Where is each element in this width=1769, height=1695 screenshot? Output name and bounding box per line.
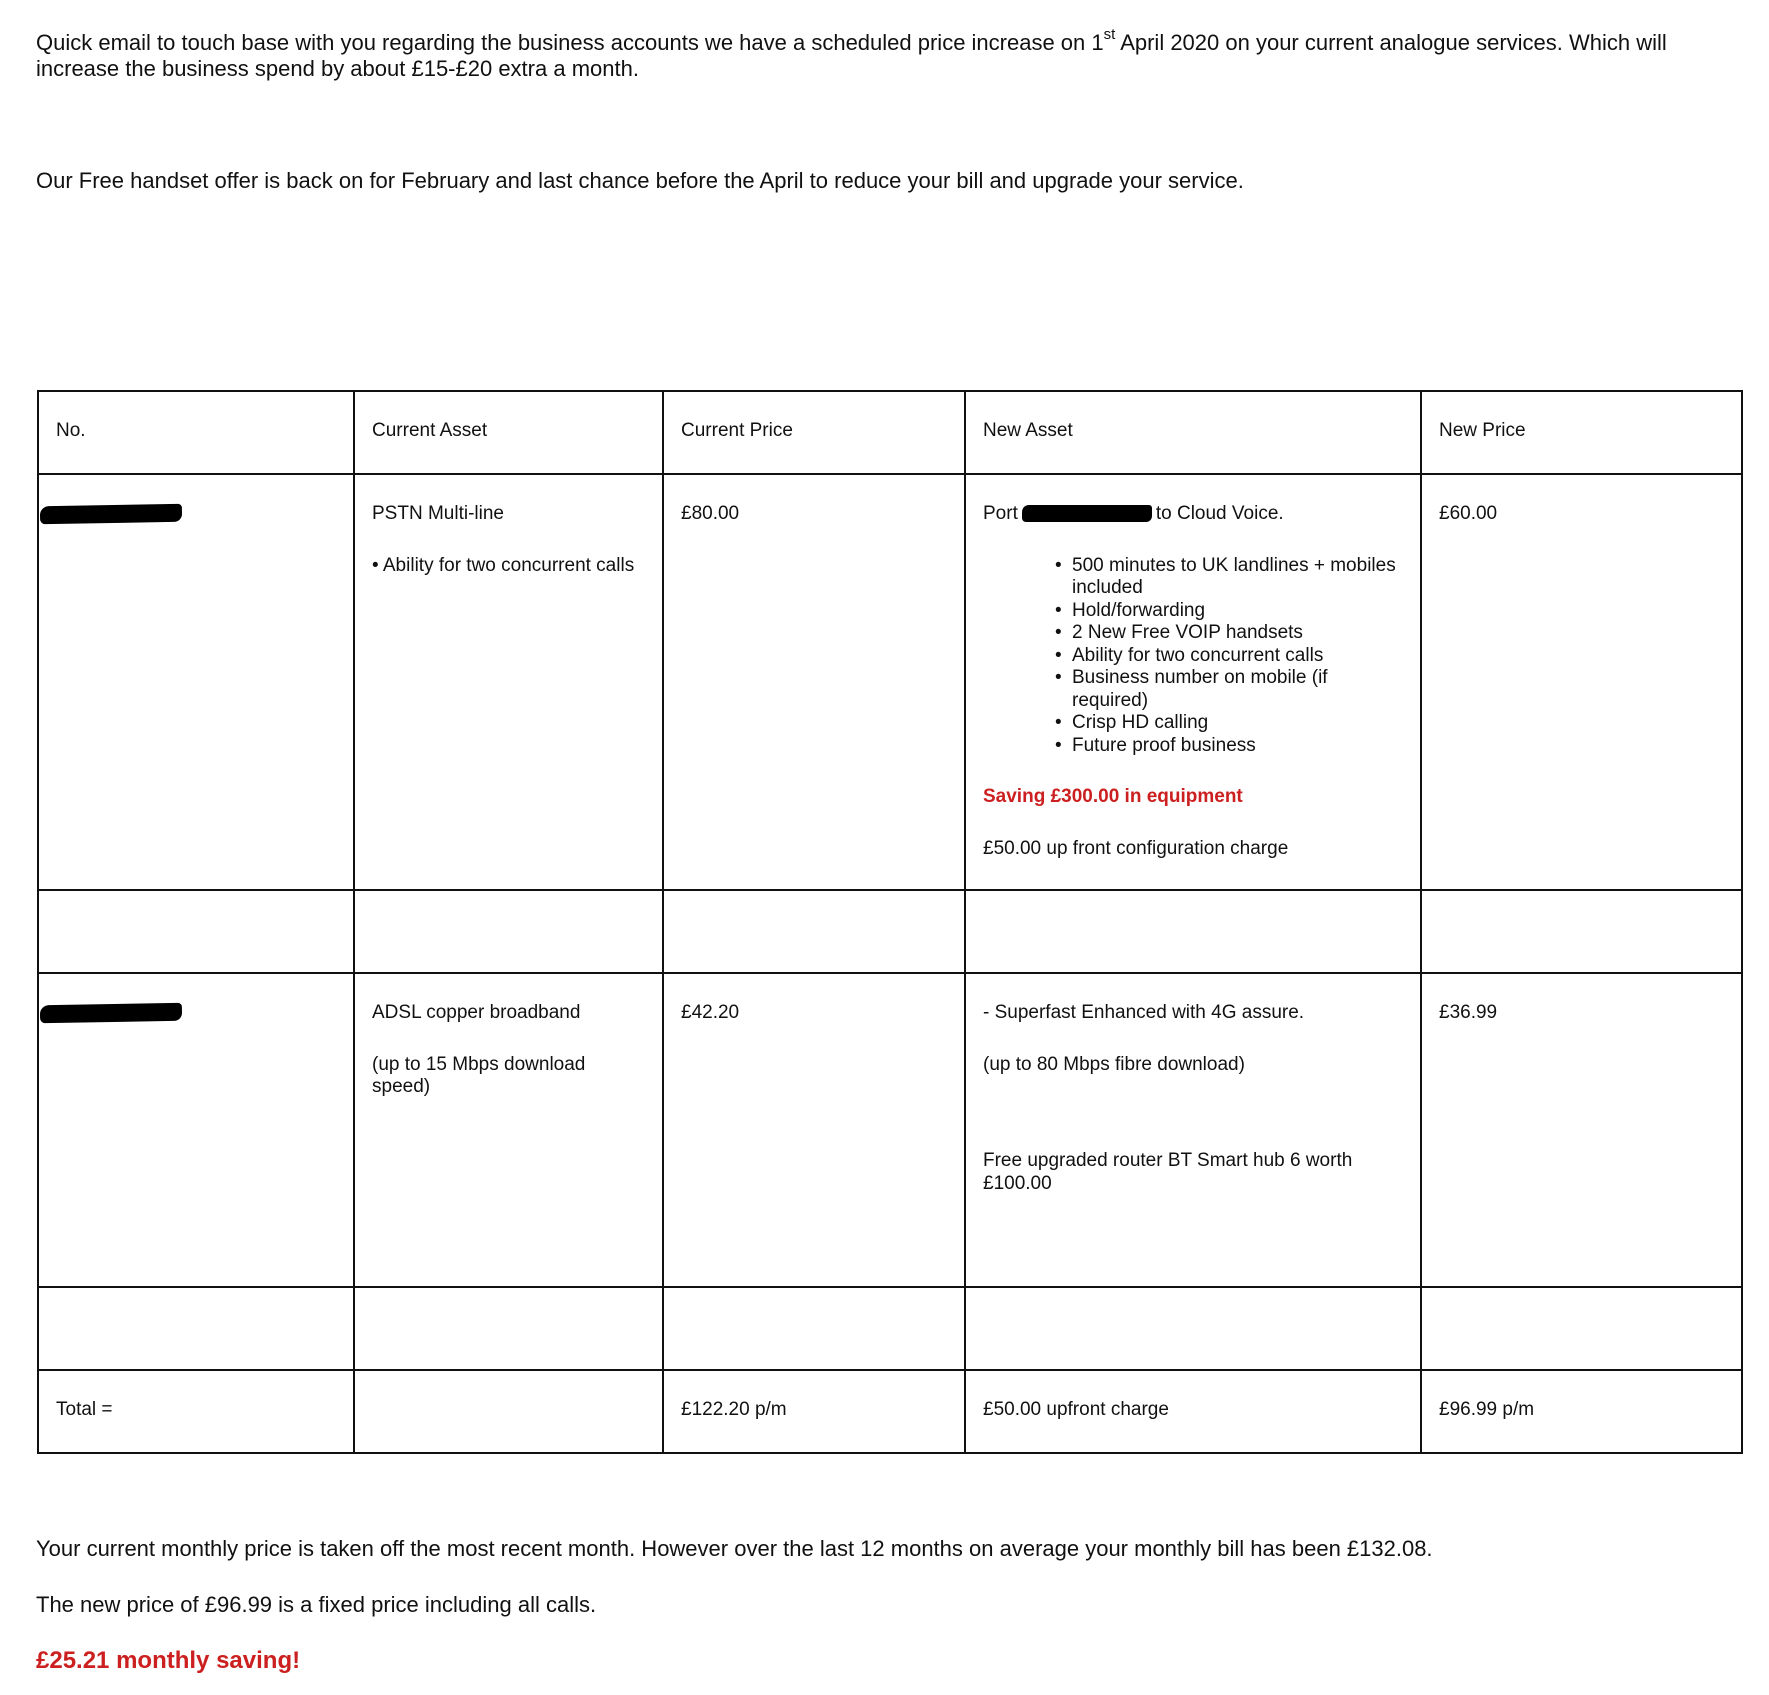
intro-paragraph-price-increase <box>36 25 1736 82</box>
empty-cell <box>38 890 354 973</box>
redacted-number-mark <box>1022 505 1152 522</box>
router-offer-note: Free upgraded router BT Smart hub 6 worth £100.00 <box>983 1150 1353 1194</box>
empty-cell <box>354 1370 663 1453</box>
fixed-price-paragraph: The new price of £96.99 is a fixed price including all calls. <box>36 1592 597 1617</box>
cell-current-price-row1: £80.00 <box>663 474 965 890</box>
empty-cell <box>38 1287 354 1370</box>
header-new-asset: New Asset <box>965 391 1421 474</box>
intro-text-before: Quick email to touch base with you regarding the business accounts we have a scheduled price increase on 1 <box>36 30 1104 55</box>
table-row-empty <box>38 1287 1742 1370</box>
empty-cell <box>663 890 965 973</box>
cell-new-price-row2: £36.99 <box>1421 973 1742 1287</box>
current-asset-note: (up to 15 Mbps download speed) <box>372 1053 586 1097</box>
total-upfront-charge: £50.00 upfront charge <box>965 1370 1421 1453</box>
port-text-after: to Cloud Voice. <box>1155 503 1284 524</box>
ordinal-suffix: st <box>1103 25 1116 43</box>
cell-current-price-row2: £42.20 <box>663 973 965 1287</box>
empty-cell <box>354 1287 663 1370</box>
cell-current-asset-row1 <box>354 474 663 890</box>
cell-new-asset-row1 <box>965 474 1421 890</box>
table-row-broadband <box>38 973 1742 1287</box>
cell-current-asset-row2 <box>354 973 663 1287</box>
new-asset-name: - Superfast Enhanced with 4G assure. <box>983 1002 1305 1023</box>
equipment-saving-note: Saving £300.00 in equipment <box>983 786 1243 807</box>
new-asset-note: (up to 80 Mbps fibre download) <box>983 1053 1245 1075</box>
configuration-charge-note: £50.00 up front configuration charge <box>983 837 1289 859</box>
monthly-saving-headline: £25.21 monthly saving! <box>36 1647 301 1674</box>
table-row-pstn <box>38 474 1742 890</box>
redacted-number-mark <box>40 504 182 524</box>
current-asset-name: ADSL copper broadband <box>372 1002 581 1023</box>
empty-cell <box>663 1287 965 1370</box>
new-asset-port-line <box>983 503 1404 526</box>
empty-cell <box>1421 1287 1742 1370</box>
pricing-comparison-table <box>37 390 1743 1454</box>
total-label: Total = <box>38 1370 354 1453</box>
current-asset-name: PSTN Multi-line <box>372 503 504 524</box>
list-item: • 2 New Free VOIP handsets <box>1055 622 1404 645</box>
redacted-number-mark <box>40 1003 182 1023</box>
list-item: • Ability for two concurrent calls <box>1055 645 1404 668</box>
average-bill-paragraph: Your current monthly price is taken off the most recent month. However over the last 12 months on average your monthly bill has been £132.08. <box>36 1536 1433 1561</box>
table-row-total <box>38 1370 1742 1453</box>
empty-cell <box>965 890 1421 973</box>
empty-cell <box>354 890 663 973</box>
header-current-price: Current Price <box>663 391 965 474</box>
intro-paragraph-handset-offer: Our Free handset offer is back on for February and last chance before the April to reduce your bill and upgrade your service. <box>36 168 1244 193</box>
list-item: • Future proof business <box>1055 735 1404 758</box>
intro-text-after: April 2020 on your current analogue services. Which will increase the business spend by about £15-£20 extra a month. <box>36 30 1667 81</box>
cell-no-row1 <box>38 474 354 890</box>
cell-new-asset-row2 <box>965 973 1421 1287</box>
empty-cell <box>1421 890 1742 973</box>
table-row-empty <box>38 890 1742 973</box>
list-item: • Crisp HD calling <box>1055 712 1404 735</box>
current-asset-note: • Ability for two concurrent calls <box>372 554 635 576</box>
header-no: No. <box>38 391 354 474</box>
cell-new-price-row1: £60.00 <box>1421 474 1742 890</box>
header-new-price: New Price <box>1421 391 1742 474</box>
feature-list <box>983 555 1404 758</box>
total-new-price: £96.99 p/m <box>1421 1370 1742 1453</box>
port-text-before: Port <box>983 503 1018 524</box>
cell-no-row2 <box>38 973 354 1287</box>
empty-cell <box>965 1287 1421 1370</box>
list-item: • Business number on mobile (if required) <box>1055 667 1404 712</box>
table-header-row <box>38 391 1742 474</box>
list-item: • Hold/forwarding <box>1055 600 1404 623</box>
total-current-price: £122.20 p/m <box>663 1370 965 1453</box>
header-current-asset: Current Asset <box>354 391 663 474</box>
list-item: • 500 minutes to UK landlines + mobiles included <box>1055 555 1404 600</box>
